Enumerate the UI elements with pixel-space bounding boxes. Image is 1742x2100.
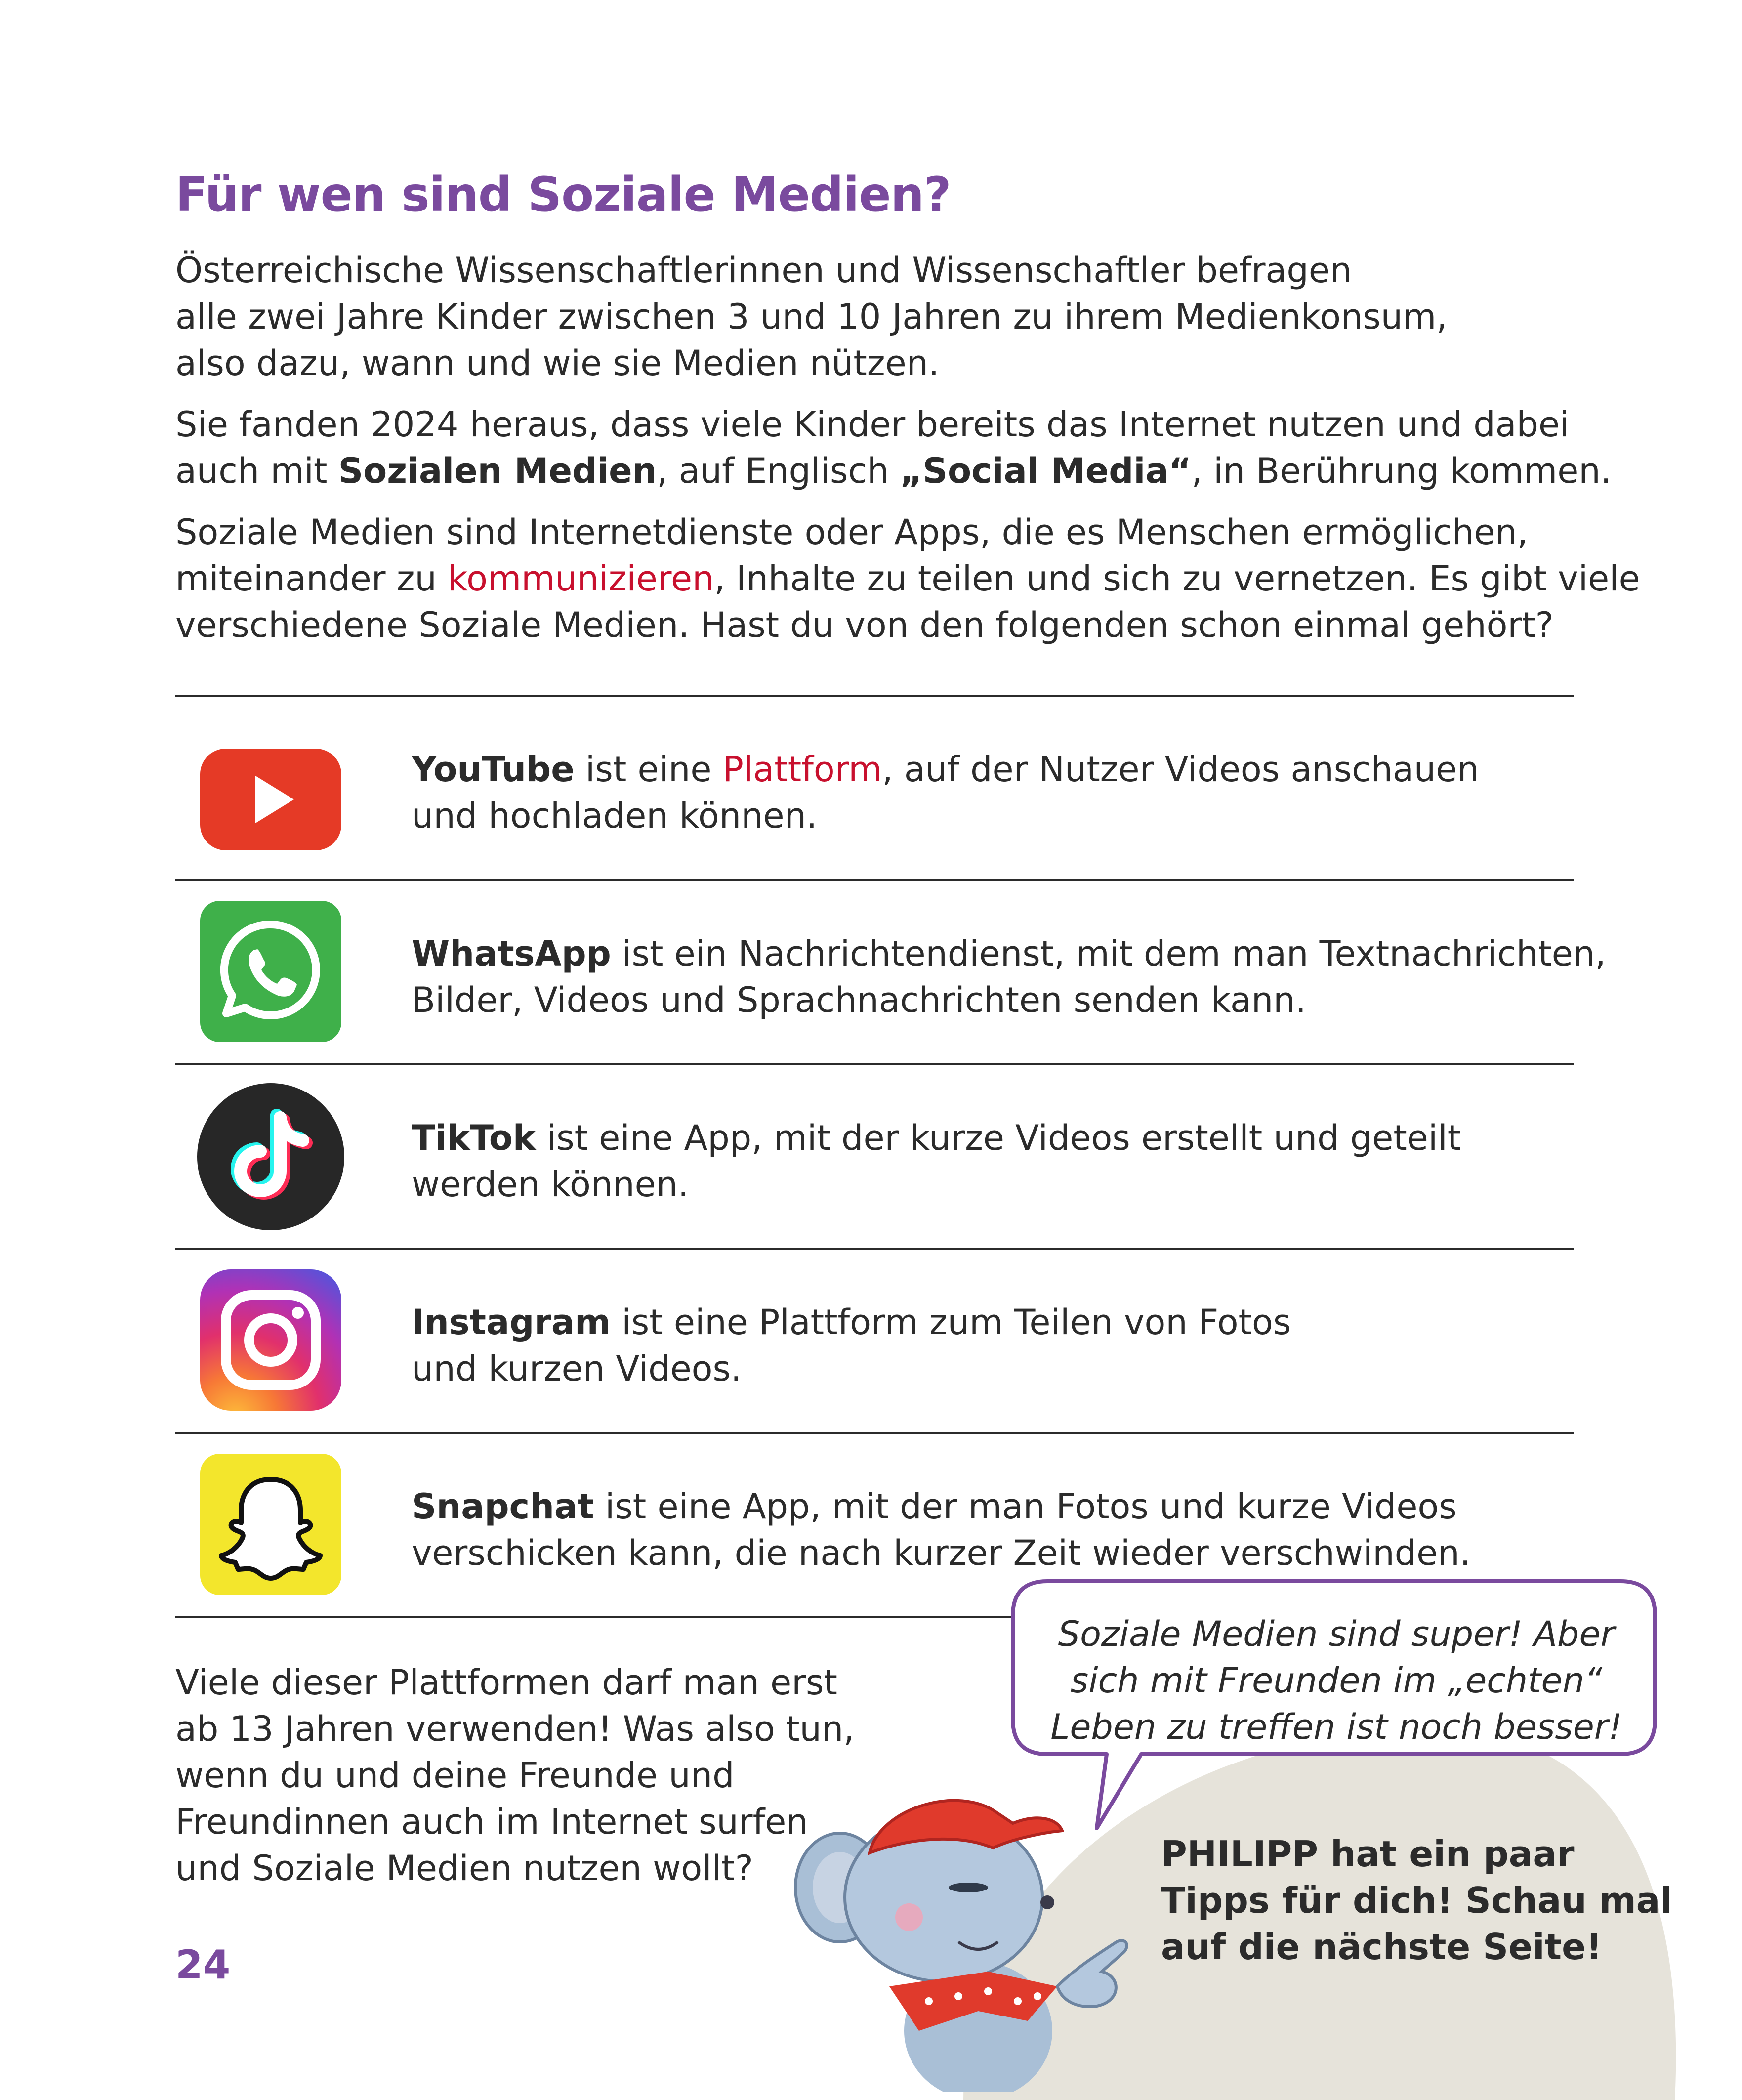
text-line: Sie fanden 2024 heraus, dass viele Kinder bereits das Internet nutzen und dabei <box>175 404 1570 445</box>
bold-term-sozialen-medien: Sozialen Medien <box>338 451 657 491</box>
bold-term-social-media: „Social Media“ <box>900 451 1192 491</box>
text-line: wenn du und deine Freunde und <box>175 1755 735 1796</box>
text-line: Soziale Medien sind super! Aber <box>1058 1614 1615 1654</box>
text-line: Leben zu treffen ist noch besser! <box>1050 1707 1622 1747</box>
text-fragment: ist eine <box>574 749 723 790</box>
text-line: PHILIPP hat ein paar <box>1161 1833 1575 1875</box>
text-line: auf die nächste Seite! <box>1161 1926 1602 1968</box>
instagram-icon <box>200 1269 341 1411</box>
platform-description <box>412 930 1606 1023</box>
text-line <box>175 555 1640 602</box>
tip-text <box>1161 1831 1672 1970</box>
platform-name: Snapchat <box>412 1486 594 1527</box>
text-fragment: ist ein Nachrichtendienst, mit dem man Textnachrichten, <box>611 933 1606 974</box>
platform-name: WhatsApp <box>412 933 611 974</box>
text-line <box>412 1115 1461 1161</box>
text-fragment: auch mit <box>175 451 338 491</box>
page-number: 24 <box>175 1942 231 1988</box>
text-fragment: , auf der Nutzer Videos anschauen <box>882 749 1479 790</box>
whatsapp-icon <box>200 901 341 1042</box>
text-line: Österreichische Wissenschaftlerinnen und Wissenschaftler befragen <box>175 250 1352 291</box>
text-fragment: ist eine App, mit der kurze Videos erstellt und geteilt <box>536 1118 1461 1158</box>
text-line: ab 13 Jahren verwenden! Was also tun, <box>175 1709 855 1749</box>
intro-paragraph-1 <box>175 247 1608 386</box>
platform-name: TikTok <box>412 1118 536 1158</box>
speech-bubble-text <box>1018 1611 1655 1750</box>
youtube-icon <box>200 729 341 870</box>
snapchat-icon <box>200 1454 341 1595</box>
intro-paragraph-3 <box>175 509 1640 648</box>
platform-description <box>412 1483 1471 1576</box>
text-line: und hochladen können. <box>412 796 818 836</box>
platform-entry-tiktok <box>175 1065 1574 1248</box>
glossary-term-plattform[interactable]: Plattform <box>722 749 882 790</box>
platform-entry-youtube <box>175 697 1574 880</box>
text-line: Viele dieser Plattformen darf man erst <box>175 1662 837 1703</box>
text-line: und Soziale Medien nutzen wollt? <box>175 1848 753 1889</box>
platform-description <box>412 1115 1461 1208</box>
text-line: alle zwei Jahre Kinder zwischen 3 und 10 Jahren zu ihrem Medienkonsum, <box>175 296 1448 337</box>
platform-entry-instagram <box>175 1250 1574 1432</box>
text-fragment: , in Berührung kommen. <box>1191 451 1612 491</box>
text-line <box>412 930 1606 977</box>
platform-description <box>412 1299 1291 1392</box>
page-title: Für wen sind Soziale Medien? <box>175 167 951 222</box>
text-fragment: ist eine Plattform zum Teilen von Fotos <box>611 1302 1291 1343</box>
text-fragment: , auf Englisch <box>657 451 900 491</box>
platform-name: Instagram <box>412 1302 611 1343</box>
text-line: sich mit Freunden im „echten“ <box>1070 1660 1603 1701</box>
text-line <box>175 448 1612 494</box>
text-line: verschicken kann, die nach kurzer Zeit wieder verschwinden. <box>412 1533 1471 1573</box>
platform-description <box>412 746 1479 839</box>
text-line: Soziale Medien sind Internetdienste oder Apps, die es Menschen ermöglichen, <box>175 512 1528 552</box>
text-line: werden können. <box>412 1164 689 1205</box>
text-line: Freundinnen auch im Internet surfen <box>175 1802 808 1842</box>
text-line <box>412 1483 1471 1530</box>
text-line <box>412 1299 1291 1345</box>
text-line: also dazu, wann und wie sie Medien nützen. <box>175 343 940 383</box>
text-line: Tipps für dich! Schau mal <box>1161 1880 1672 1921</box>
glossary-term-kommunizieren[interactable]: kommunizieren <box>448 558 714 599</box>
intro-paragraph-2 <box>175 401 1612 494</box>
text-line <box>412 746 1479 793</box>
tiktok-icon <box>197 1083 344 1230</box>
text-line: und kurzen Videos. <box>412 1348 742 1389</box>
platform-name: YouTube <box>412 749 575 790</box>
text-fragment: ist eine App, mit der man Fotos und kurze Videos <box>594 1486 1457 1527</box>
text-fragment: , Inhalte zu teilen und sich zu vernetzen. Es gibt viele <box>714 558 1640 599</box>
text-fragment: miteinander zu <box>175 558 448 599</box>
text-line: Bilder, Videos und Sprachnachrichten senden kann. <box>412 980 1306 1020</box>
platform-entry-whatsapp <box>175 881 1606 1064</box>
closing-paragraph <box>175 1659 855 1891</box>
text-line: verschiedene Soziale Medien. Hast du von den folgenden schon einmal gehört? <box>175 605 1554 645</box>
